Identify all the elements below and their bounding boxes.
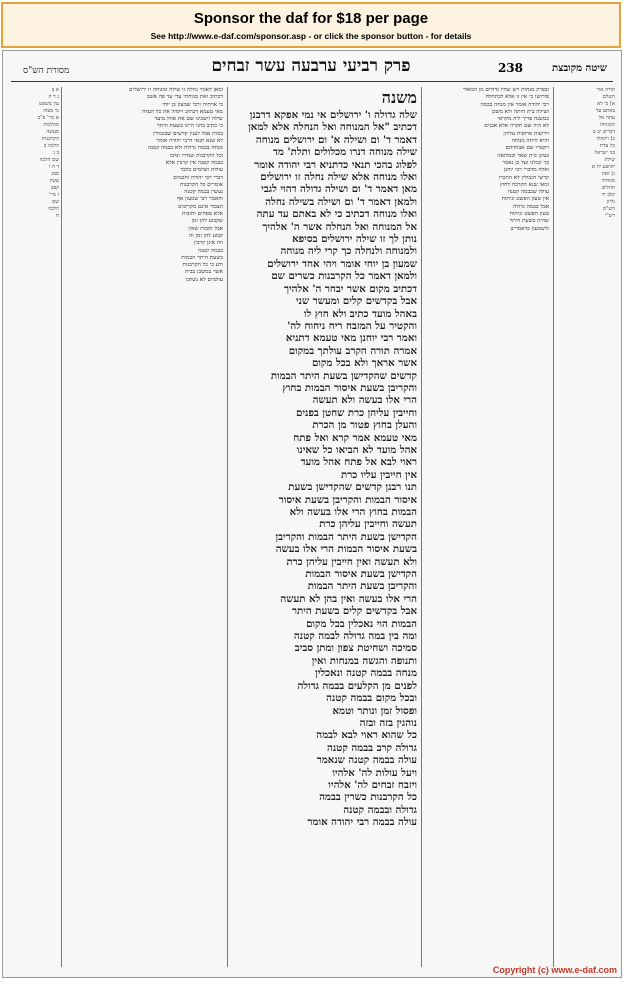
- main-text-line: ויעל עולות לה' אלהיו: [332, 766, 417, 779]
- main-text-line: דכתיב "אל המנוחה ואל הנחלה אלא למאן: [248, 121, 417, 134]
- main-text-line: ופסול זמן ונותר וטמא: [332, 704, 417, 717]
- commentary-line: וכל הקרבנות שנדרו ונדבו: [169, 152, 223, 159]
- main-text-line: הבמות הוי נאכלין בכל מקום: [306, 617, 417, 630]
- main-text-line: שמעון בן יוחי אומר ויהי אחד ירושלים: [267, 257, 417, 270]
- commentary-line: לא שנא תנאי דרבי יהודה אומר: [156, 138, 223, 145]
- commentary-line: ויריעות פרוסות עליהן: [503, 130, 549, 137]
- side-note-line: יהושע יח א: [591, 164, 615, 170]
- side-note-line: עין משפט: [39, 101, 59, 107]
- side-note-line: כל עדת: [599, 143, 615, 149]
- main-text-line: לפלוג בהכי תנאי כדתניא רבי יהודה אומר: [254, 158, 417, 171]
- main-text-line: אבל בקדשים קלים ומעשר שני: [296, 295, 417, 308]
- main-text-line: הקדישן בשעת איסור הבמות: [305, 568, 417, 581]
- main-text-line: הבמות בחוץ הרי אלו בעשה ולא: [289, 506, 417, 518]
- main-text-line: שילה מנוחה דנרו מכלולים ותלת' מד: [273, 146, 417, 159]
- sponsor-banner[interactable]: [1, 2, 621, 48]
- commentary-line: במות אבל לענין קדשים שבגבולין: [153, 130, 223, 137]
- side-notes-right: [557, 87, 615, 967]
- main-text-line: אמרה תורה הקרב עולתך במקום: [288, 344, 417, 357]
- main-text-line: איסור הבמות והקריבן בשעת איסור: [278, 493, 417, 506]
- side-note-line: קפב: [51, 185, 59, 191]
- main-text-line: תנו רבנן קדשים שהקדישן בשעת: [288, 481, 417, 494]
- side-note-line: נר מצוה: [43, 108, 59, 114]
- commentary-line: כי כתיב בהני היינו בשעת היתר: [156, 123, 223, 130]
- main-text-line: עולה בבמה רבי יהודה אומר: [307, 816, 417, 829]
- header-left-label: מסורת הש"ס: [23, 66, 70, 76]
- commentary-line: בבמה קטנה אין קרבין אלא: [165, 159, 223, 166]
- main-text-line: והקטיר על המזבח ריח ניחוח לה': [287, 319, 417, 332]
- side-note-line: רש"י: [605, 213, 615, 219]
- commentary-line: ומאן דאמר נחלה זו שילה ומנוחה זו ירושלים: [129, 87, 223, 93]
- main-text-line: מאן דאמר ד' ום ושילה גדולה דהוי לגבי: [261, 183, 417, 196]
- side-note-line: המנוחה: [599, 122, 615, 128]
- main-text-line: הרי אלו בעשה ואין בהן לא תעשה: [280, 592, 417, 605]
- side-note-line: בני ישראל: [594, 150, 615, 156]
- commentary-line: עולה שבבמה קטנה: [507, 189, 549, 196]
- main-heading: משנה: [381, 88, 417, 107]
- main-text-line: נוהגין בזה ובזה: [359, 716, 417, 729]
- commentary-line: ואלה מדברי רבי יוחנן: [503, 167, 549, 174]
- commentary-line: אין טעון הפשט וניתוח: [501, 196, 549, 203]
- commentary-line: כי אויתיה ורבי שמעון בן יוחי: [162, 101, 223, 108]
- commentary-line: פירושו כי אין זו אלא לכתחלה: [485, 94, 549, 101]
- main-text-line: אבל בקדשים קלים בשעת היתר: [291, 605, 417, 618]
- main-text-line: קדשים שהקדישן בשעת היתר הבמות: [270, 369, 417, 382]
- main-text-line: אל המנוחה ואל הנחלה אשר ה' אלהיך: [262, 220, 417, 233]
- side-note-line: הלכה ב: [43, 143, 59, 149]
- main-text-line: באהל מועד כתיב ולא חוץ לו: [303, 307, 417, 320]
- main-text-line: והקריבן בשעת היתר הבמות: [307, 580, 417, 593]
- commentary-line: קדשי הגבולין לא הוזכרו: [498, 174, 549, 181]
- talmud-page: [2, 50, 622, 978]
- main-text-line: כל שהוא ראוי לבא לבמה: [316, 729, 417, 742]
- main-text-line: שלה גדולה ו' ירושלים אי נמי אפקא דרבנן: [249, 109, 417, 121]
- side-note-line: א מיי' פ"ב: [37, 115, 59, 121]
- commentary-line: ודע כי כל הקרבנות: [182, 262, 223, 269]
- main-text-line: גדולה ובבמה קטנה: [343, 803, 417, 816]
- sponsor-subline[interactable]: See http://www.e-daf.com/sponsor.asp - or click the sponsor button - for details: [150, 31, 472, 41]
- side-note-line: ז מיי': [48, 192, 59, 198]
- main-text-line: דאמר ד' ום ושילה א' ום ירושלים מנוחה: [255, 133, 417, 146]
- main-text-line: מנחה בבמה קטנה ונאכלין: [315, 667, 417, 680]
- main-text-line: גדולה קרב בבמה קטנה: [327, 741, 417, 754]
- commentary-line: לא היה שם תקרה אלא אבנים: [484, 123, 549, 130]
- main-text-line: ואמר רבי יוחנן מאי טעמא דתניא: [285, 332, 417, 345]
- main-text-line: ואלו מנוחה אלא שילה נחלה זו ירושלים: [260, 171, 417, 184]
- side-note-line: גליון: [606, 199, 615, 205]
- commentary-line: קבוע להן זמן זה: [189, 232, 223, 239]
- header-title: פרק רביעי ערבעה עשר זבחים: [211, 56, 411, 76]
- main-text: [231, 87, 417, 967]
- main-text-line: דכתיב מקום אשר יבחר ה' אלהיך: [283, 282, 417, 295]
- commentary-line: בשעת היתר הבמות: [181, 254, 223, 261]
- commentary-line: והיא היתה מנוחה: [511, 138, 549, 145]
- side-note-line: ב ג: [53, 150, 59, 156]
- side-note-line: הקרבנות: [42, 136, 59, 142]
- main-text-line: ומה בין במה גדולה לבמה קטנה: [293, 630, 417, 643]
- main-text-line: הרי אלו בעשה ולא תעשה: [312, 394, 417, 407]
- commentary-line: ושילה בית היתה ולא משכן: [491, 108, 549, 115]
- running-header: [11, 55, 613, 82]
- side-note-line: ג ד ה: [48, 94, 59, 100]
- main-text-line: והקריבן בשעת איסור הבמות בחוץ: [282, 381, 417, 394]
- commentary-line: נעשין בבמה קטנה: [184, 189, 223, 196]
- commentary-line: ובפרק מנחות ויש שהיו גדולים מן המאור: [462, 87, 549, 93]
- main-text-line: תעשה וחייבין עליהן כרת: [319, 518, 417, 531]
- commentary-line: אלא פסחים וחובות: [182, 211, 223, 218]
- copyright-notice: Copyright (c) www.e-daf.com: [492, 965, 617, 975]
- side-note-line: הלכה: [48, 206, 59, 212]
- main-text-line: עולה בבמה קטנה שנאמר: [316, 754, 417, 767]
- side-note-line: קלב יד: [601, 192, 615, 198]
- commentary-line: בעינן בית שאר ובמלואה: [497, 152, 549, 159]
- main-text-line: כל הקרבנות כשרין בבמה: [319, 791, 417, 804]
- column-divider: [227, 87, 228, 967]
- main-text-line: ולא תעשה ואין חייבין עליהן כרת: [286, 555, 417, 568]
- main-text-line: והעלן בחוץ פטור מן הכרת: [312, 419, 417, 432]
- main-text-line: ובכל מקום בבמה קטנה: [326, 692, 417, 705]
- main-text-line: ולמאן דאמר כל הקרבנות כשרים שם: [271, 270, 417, 283]
- column-divider: [61, 87, 62, 967]
- main-text-line: נותן לך זו שילה ירושלים בסיפא: [292, 233, 417, 246]
- main-text-line: ולמנוחה ולנחלה כך קרי ליה מנוחה: [280, 245, 417, 258]
- commentary-line: אומרים כל הקרבנות: [179, 181, 223, 188]
- main-text-line: הקדישן בשעת היתר הבמות והקריבן: [275, 530, 417, 543]
- commentary-line: ומאי שנא הקרבה לחוץ: [499, 181, 549, 188]
- commentary-line: דברי רבי יהודה וחכמים: [173, 174, 223, 181]
- side-note-line: עשין: [49, 178, 59, 184]
- commentary-line: הצבור אינם מקריבים: [178, 203, 223, 210]
- side-note-line: שם הלכה: [39, 157, 59, 163]
- commentary-line: שילה וישכינו שם את אהל מועד: [154, 116, 223, 123]
- page-number: 238: [497, 61, 523, 75]
- main-text-line: וחייבין עליהן כרת שחטן בפנים: [296, 406, 417, 419]
- main-text-line: אשר אראך ולא בכל מקום: [311, 357, 417, 370]
- side-note-line: דברים יב ט: [592, 129, 615, 135]
- side-note-line: ח: [55, 213, 59, 219]
- commentary-line: כך קבלנו ועל כן נאמר: [502, 159, 549, 166]
- side-note-line: א ב: [51, 87, 59, 93]
- commentary-line: עולמים לא נשתנו: [185, 276, 223, 283]
- column-divider: [553, 87, 554, 967]
- side-note-line: מנוחתי: [601, 178, 615, 184]
- side-note-line: עתה אל: [598, 115, 615, 121]
- column-divider: [421, 87, 422, 967]
- side-note-line: הש"ס: [603, 206, 615, 212]
- commentary-line: אבל חובות שאין: [188, 225, 223, 232]
- commentary-line: עולות ושלמים בלבד: [180, 167, 223, 174]
- commentary-line: שקבוע להן זמן: [191, 218, 223, 225]
- main-text-line: מאי טעמא אמר קרא ואל פתח: [293, 431, 417, 444]
- side-note-line: ב) ויקהלו: [596, 136, 615, 142]
- main-text-line: ואלו מנוחה דכתיב כי לא באתם עד עתה: [256, 208, 417, 221]
- commentary-line: והאמר רבי שמעון אף: [177, 196, 223, 203]
- side-note-line: ד ה ו: [48, 164, 59, 170]
- main-text-line: בשעת איסור הבמות הרי אלו בעשה: [275, 543, 417, 556]
- commentary-left: [65, 87, 223, 967]
- main-text-line: ותנופה והגשה במנחות ואין: [311, 654, 417, 667]
- side-note-line: ג) זאת: [601, 171, 615, 177]
- side-note-line: באתם עד: [595, 108, 615, 114]
- commentary-right: [425, 87, 549, 967]
- side-note-line: השלם: [602, 94, 615, 100]
- commentary-line: שהיה בשעת היתר: [509, 218, 549, 225]
- commentary-line: דכתיב זאת מנוחתי עדי עד פה אשב: [146, 94, 223, 101]
- sponsor-headline[interactable]: Sponsor the daf for $18 per page: [193, 10, 429, 27]
- commentary-line: בבמה קטנה: [197, 247, 223, 254]
- main-text-line: ראוי לבא אל פתח אהל מועד: [300, 456, 417, 469]
- side-note-line: תורה אור: [596, 87, 615, 93]
- commentary-line: רבי יהודה אומר אין מנחה בבמה: [480, 101, 549, 108]
- main-text-line: אין חייבין עליו כרת: [340, 468, 417, 481]
- side-note-line: תהלים: [601, 185, 615, 191]
- commentary-line: וזה אינן קרבין: [193, 240, 223, 247]
- side-note-line: שילה: [604, 157, 615, 163]
- side-notes-left: [9, 87, 59, 967]
- side-note-line: סמג: [51, 171, 59, 177]
- main-text-line: אהל מועד לא הביאו כל שאינו: [296, 443, 417, 456]
- commentary-line: ולשמעון כדאמרינן: [510, 225, 549, 232]
- side-note-line: שם: [52, 199, 59, 205]
- commentary-line: ויקטרו שם אבותיהם: [505, 145, 549, 152]
- side-note-line: מהלכות: [43, 122, 59, 128]
- main-text-line: לפנים מן הקלעים בבמה גדולה: [297, 679, 417, 692]
- commentary-line: אבל בבמה גדולה: [513, 203, 549, 210]
- commentary-line: טעון הפשט וניתוח: [509, 211, 549, 218]
- main-text-line: ולמאן דאמר ד' ום ושילה בשילה נחלה: [265, 195, 417, 208]
- side-note-line: מעשה: [46, 129, 59, 135]
- main-text-line: ויזבח זבחים לה' אלהיו: [328, 778, 417, 791]
- header-right-label: שיטה מקובצת: [552, 63, 607, 74]
- commentary-line: אשר במשכן בבית: [184, 269, 223, 276]
- commentary-line: מנחה בבמה גדולה ולא בבמה קטנה: [147, 145, 223, 152]
- commentary-line: כמשנה פריך ליה מקראי: [497, 116, 549, 123]
- main-text-line: סמיכה ושחיטת צפון ומתן סביב: [294, 642, 417, 655]
- side-note-line: א) כי לא: [597, 101, 615, 107]
- commentary-line: מאי טעמא דכתיב ויקהל את כל העדה: [141, 108, 223, 115]
